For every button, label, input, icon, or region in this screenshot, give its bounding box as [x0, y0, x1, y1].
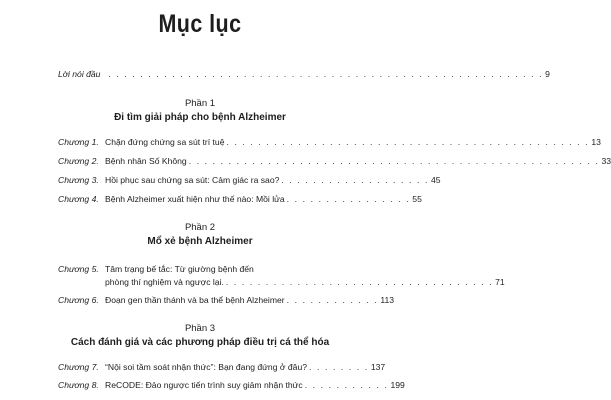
toc-entry[interactable]	[58, 295, 395, 306]
chapter-title: Đoạn gen thần thánh và ba thể bệnh Alzheimer	[105, 295, 285, 305]
chapter-label: Chương 2.	[58, 156, 99, 166]
page-number: 113	[380, 295, 395, 305]
chapter-title: Bệnh Alzheimer xuất hiện như thế nào: Mồi lửa	[105, 194, 285, 204]
chapter-label: Chương 1.	[58, 137, 99, 147]
toc-entry[interactable]	[58, 175, 441, 186]
dot-leader: . . . . . . . . . . .	[304, 380, 389, 390]
page-number: 45	[430, 175, 441, 185]
chapter-label: Chương 6.	[58, 295, 99, 305]
dot-leader: . . . . . . . . . . . . . . . . . . . . . . . . . . . . . . . . . .	[225, 277, 494, 287]
chapter-title: “Nội soi tầm soát nhận thức”: Bạn đang đứng ở đâu?	[105, 362, 308, 372]
chapter-title: Tâm trạng bế tắc: Từ giường bệnh đến	[105, 264, 254, 274]
part-title: Đi tìm giải pháp cho bệnh Alzheimer	[114, 112, 286, 123]
chapter-title: Bệnh nhân Số Không	[105, 156, 187, 166]
toc-entry[interactable]	[58, 362, 386, 373]
chapter-title-continuation: phòng thí nghiệm và ngược lại.	[105, 277, 224, 287]
part-title: Mổ xẻ bệnh Alzheimer	[147, 236, 253, 247]
dot-leader: . . . . . . . . . . . . . . . . . . . . . . . . . . . . . . . . . . . . . . . . . . . . . .	[226, 137, 590, 147]
chapter-title: ReCODE: Đảo ngược tiến trình suy giảm nhận thức	[105, 380, 303, 390]
toc-entry[interactable]	[58, 194, 422, 205]
page-number: 199	[390, 380, 405, 390]
page-number: 9	[545, 69, 550, 79]
part-title: Cách đánh giá và các phương pháp điều trị cá thể hóa	[70, 337, 330, 348]
chapter-label: Chương 4.	[58, 194, 99, 204]
page-title: Mục lục	[158, 10, 242, 38]
page-number: 13	[591, 137, 601, 147]
toc-entry[interactable]	[58, 137, 601, 148]
dot-leader: . . . . . . . . . . . . . . . . . . . . . . . . . . . . . . . . . . . . . . . . . . . . . . . . . . . .	[188, 156, 600, 166]
dot-leader: . . . . . . . . . . . . . . . . . . . . . . . . . . . . . . . . . . . . . . . . . . . . . . . . . . . . . . .	[108, 69, 544, 79]
part-heading: Phần 1	[184, 98, 216, 109]
page-number: 71	[495, 277, 505, 287]
part-heading: Phần 3	[184, 323, 216, 334]
chapter-label: Chương 7.	[58, 362, 99, 372]
chapter-label: Chương 8.	[58, 380, 99, 390]
chapter-label: Chương 3.	[58, 175, 99, 185]
dot-leader: . . . . . . . . . . . .	[286, 295, 379, 305]
chapter-label: Chương 5.	[58, 264, 99, 274]
page-number: 137	[370, 362, 386, 372]
dot-leader: . . . . . . . . . . . . . . . . . . .	[281, 175, 429, 185]
page-number: 55	[412, 194, 422, 204]
toc-entry[interactable]	[58, 264, 348, 275]
part-heading: Phần 2	[184, 222, 216, 233]
dot-leader: . . . . . . . . . . . . . . . .	[286, 194, 411, 204]
toc-entry[interactable]	[58, 156, 611, 167]
chapter-title: Hồi phục sau chứng sa sút: Cảm giác ra sao?	[105, 175, 280, 185]
toc-entry[interactable]	[58, 380, 405, 391]
preface-label: Lời nói đầu	[58, 69, 101, 79]
chapter-title: Chặn đứng chứng sa sút trí tuệ	[105, 137, 225, 147]
page-number: 33	[601, 156, 611, 166]
toc-entry-continuation	[58, 277, 505, 288]
dot-leader: . . . . . . . .	[309, 362, 369, 372]
toc-entry-preface[interactable]	[58, 69, 550, 80]
